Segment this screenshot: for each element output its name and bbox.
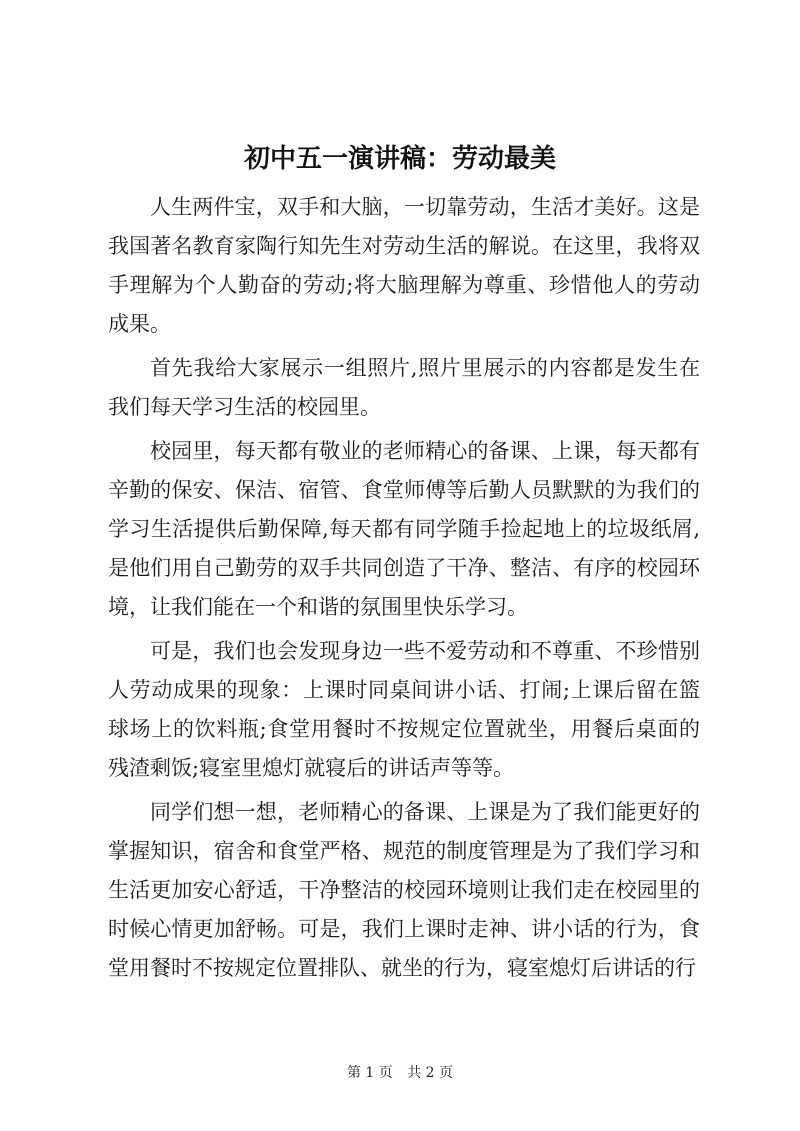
paragraph: 校园里，每天都有敬业的老师精心的备课、上课，每天都有辛勤的保安、保洁、宿管、食堂师傅等后勤人员默默的为我们的学习生活提供后勤保障,每天都有同学随手捡起地上的垃圾纸屑,是他们用自己勤劳的双手共同创造了干净、整洁、有序的校园环境，让我们能在一个和谐的氛围里快乐学习。 — [108, 439, 700, 619]
page-number: 第 1 页 — [346, 1065, 393, 1081]
paragraph: 人生两件宝，双手和大脑，一切靠劳动，生活才美好。这是我国著名教育家陶行知先生对劳动生活的解说。在这里，我将双手理解为个人勤奋的劳动;将大脑理解为尊重、珍惜他人的劳动成果。 — [108, 195, 700, 336]
paragraph: 同学们想一想，老师精心的备课、上课是为了我们能更好的掌握知识，宿舍和食堂严格、规范的制度管理是为了我们学习和生活更加安心舒适，干净整洁的校园环境则让我们走在校园里的时候心情更加舒畅。可是，我们上课时走神、讲小话的行为，食堂用餐时不按规定位置排队、就坐的行为，寝室熄灯后讲话的行 — [108, 800, 700, 980]
page-title: 初中五一演讲稿：劳动最美 — [243, 144, 556, 174]
page-footer — [0, 1063, 800, 1083]
document-body — [108, 188, 700, 993]
page-total: 共 2 页 — [407, 1065, 454, 1081]
paragraph: 首先我给大家展示一组照片,照片里展示的内容都是发生在我们每天学习生活的校园里。 — [108, 356, 700, 419]
paragraph: 可是，我们也会发现身边一些不爱劳动和不尊重、不珍惜别人劳动成果的现象：上课时同桌间讲小话、打闹;上课后留在篮球场上的饮料瓶;食堂用餐时不按规定位置就坐，用餐后桌面的残渣剩饭;寝室里熄灯就寝后的讲话声等等。 — [108, 639, 700, 780]
